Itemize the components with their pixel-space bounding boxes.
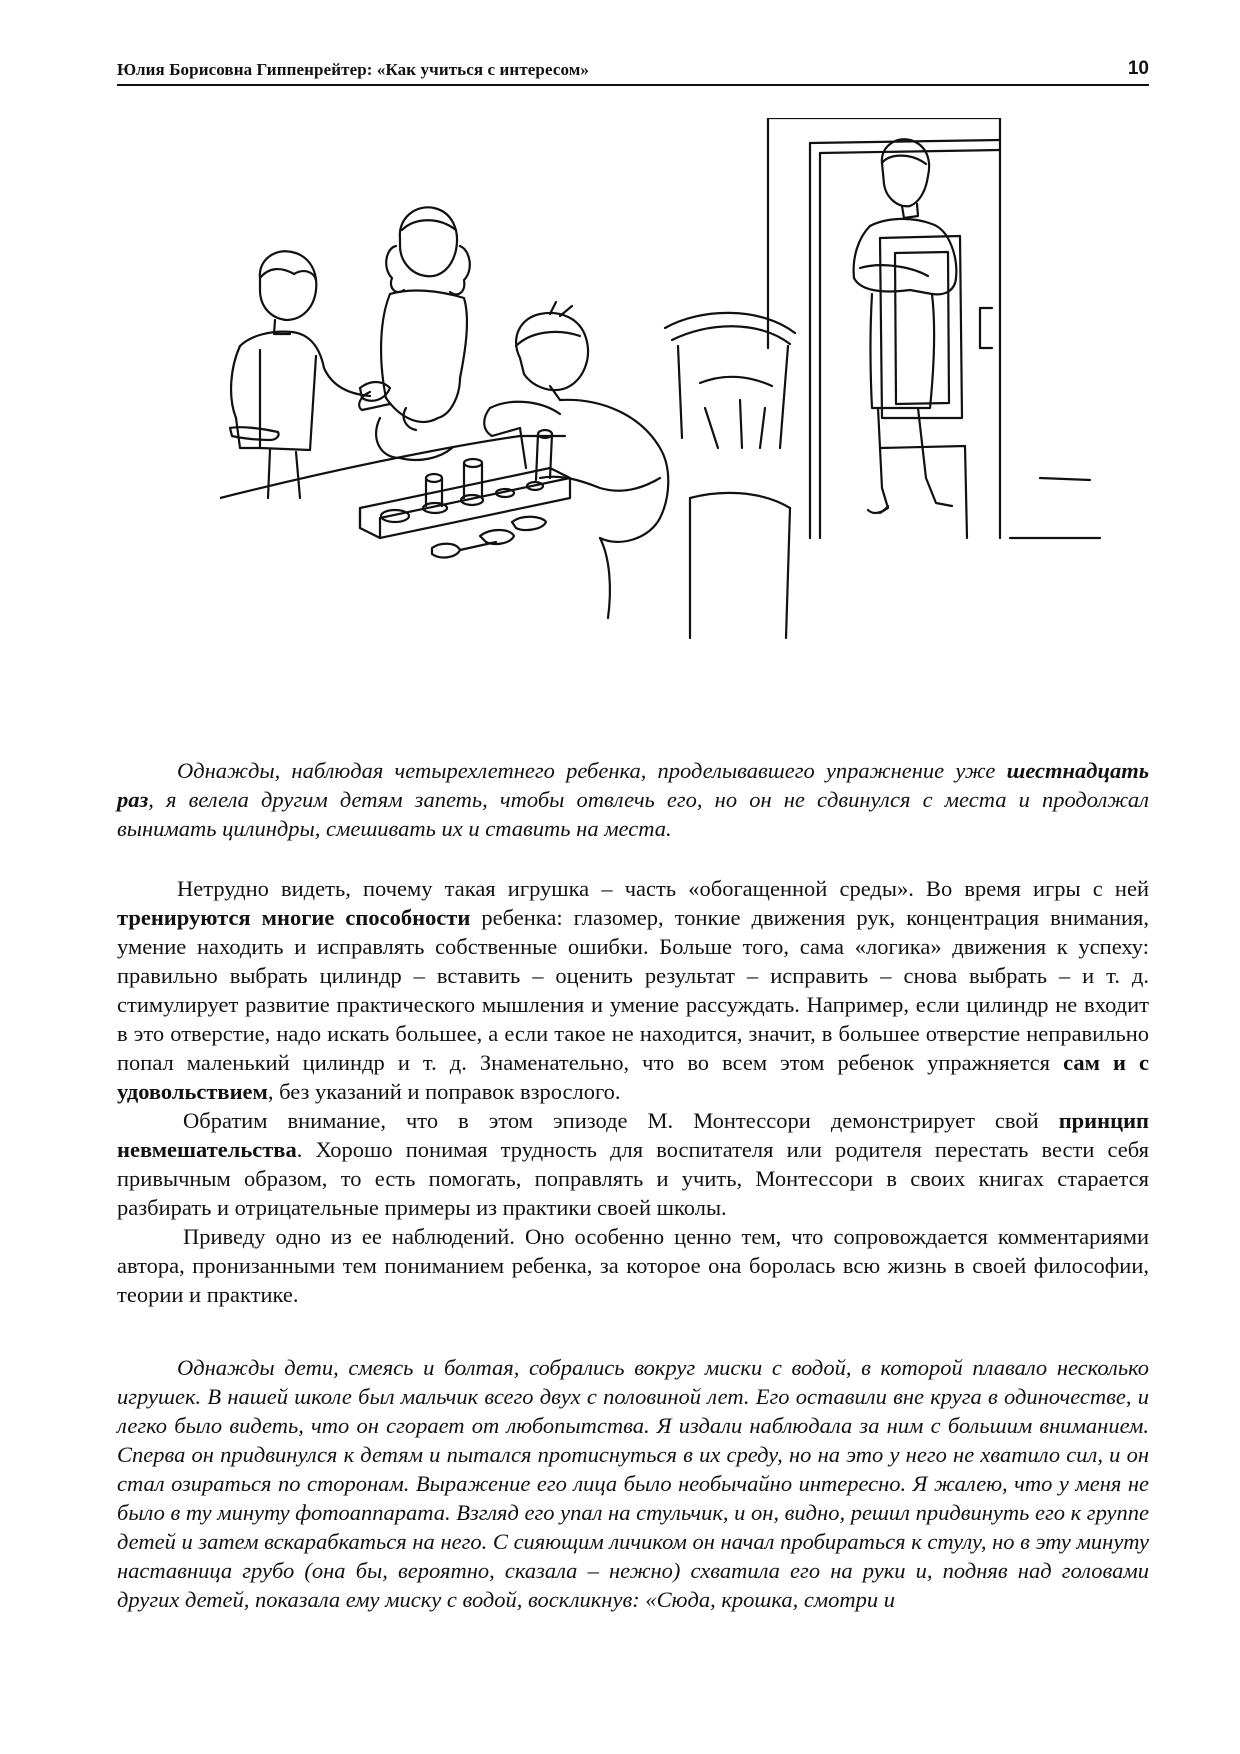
page-header (117, 52, 1149, 86)
para-2-part-e: , без указаний и поправок взрослого. (267, 1079, 621, 1104)
para-2-bold-2: сам и с удовольствием (117, 1050, 1149, 1104)
header-title: Юлия Борисовна Гиппенрейтер: «Как учиться с интересом» (117, 60, 590, 79)
boy-right-drawing (484, 302, 668, 618)
para-3-part-c: . Хорошо понимая трудность для воспитателя или родителя перестать вести себя привычным образом, то есть помогать, поправлять и учить, Монтессори в своих книгах старается разбирать и отрицательные примеры из практики своей школы. (117, 1137, 1149, 1220)
paragraph-4: Приведу одно из ее наблюдений. Оно особенно ценно тем, что сопровождается комментариями автора, пронизанными тем пониманием ребенка, за которое она боролась всю жизнь в своей философии, теории и практике. (117, 1224, 1149, 1307)
girl-drawing (359, 207, 470, 460)
para-2-part-c: ребенка: глазомер, тонкие движения рук, концентрация внимания, умение находить и исправлять собственные ошибки. Больше того, сама «логика» движения к успеху: правильно выбрать цилиндр – вставить – оценить результат – исправить – снова выбрать – и т. д. стимулирует развитие практического мышления и умение рассуждать. Например, если цилиндр не входит в это отверстие, надо искать большее, а если такое не находится, значит, в большее отверстие неправильно попал маленький цилиндр и т. д. Знаменательно, что во всем этом ребенок упражняется (117, 905, 1149, 1075)
body-text (117, 874, 1149, 1309)
cylinder-block-drawing (360, 430, 570, 557)
paragraph-3 (117, 1106, 1149, 1222)
quote-paragraph-2 (117, 1353, 1149, 1614)
chair-drawing (665, 313, 795, 638)
illustration (220, 118, 1120, 718)
quote-1-emphasis: шестнадцать раз (117, 758, 1149, 812)
para-3-bold: принцип невмешательства (117, 1108, 1149, 1162)
quote-1-part-a: Однажды, наблюдая четырехлетнего ребенка, проделывавшего упражнение уже (177, 758, 1007, 783)
quote-paragraph-1 (117, 756, 1149, 843)
para-2-bold-1: тренируются многие способности (117, 905, 471, 930)
para-3-part-a: Обратим внимание, что в этом эпизоде М. Монтессори демонстрирует свой (183, 1108, 1059, 1133)
page-number: 10 (1127, 58, 1149, 79)
woman-drawing (854, 139, 957, 513)
quote-1-part-c: , я велела другим детям запеть, чтобы отвлечь его, но он не сдвинулся с места и продолжал вынимать цилиндры, смешивать их и ставить на места. (117, 787, 1149, 841)
boy-left-drawing (230, 251, 390, 498)
para-2-part-a: Нетрудно видеть, почему такая игрушка – часть «обогащенной среды». Во время игры с ней (177, 876, 1149, 901)
table-drawing (220, 436, 565, 498)
quote-2-text: Однажды дети, смеясь и болтая, собрались вокруг миски с водой, в которой плавало несколько игрушек. В нашей школе был мальчик всего двух с половиной лет. Его оставили вне круга в одиночестве, и легко было видеть, что он сгорает от любопытства. Я издали наблюдала за ним с большим вниманием. Сперва он придвинулся к детям и пытался протиснуться в их среду, но на это у него не хватило сил, и он стал озираться по сторонам. Выражение его лица было необычайно интересно. Я жалею, что у меня не было в ту минуту фотоаппарата. Взгляд его упал на стульчик, и он, видно, решил придвинуть его к группе детей и затем вскарабкаться на него. С сияющим личиком он начал пробираться к стулу, но в эту минуту наставница грубо (она бы, вероятно, сказала – нежно) схватила его на руки и, подняв над головами других детей, показала ему миску с водой, воскликнув: «Сюда, крошка, смотри и (117, 1355, 1150, 1612)
paragraph-2 (117, 874, 1149, 1106)
